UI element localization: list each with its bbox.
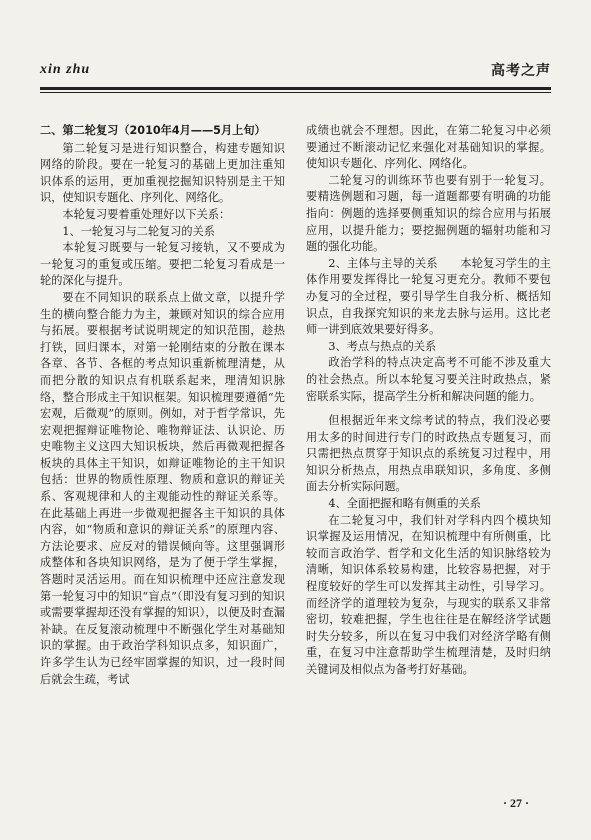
right-column <box>306 123 551 679</box>
subheading: 4、全面把握和略有侧重的关系 <box>328 497 481 511</box>
left-column <box>40 123 285 688</box>
subheading: 3、考点与热点的关系 <box>328 339 437 353</box>
paragraph: 本轮复习要着重处理好以下关系： <box>62 207 231 221</box>
paragraph: 在二轮复习中，我们针对学科内四个模块知识掌握及运用情况，在知识梳理中有所侧重，比较而言政治学、哲学和文化生活的知识脉络较为清晰，知识体系较易构建，比较容易把握，对于程度较好的学生可以发挥其主动性，引导学习。而经济学的道理较为复杂，与现实的联系又非常密切，较难把握，学生也往往是在解经济学试题时失分较多，所以在复习中我们对经济学略有侧重，在复习中注意帮助学生梳理清楚，及时归纳关键词及相似点为备考打好基础。 <box>306 513 551 676</box>
paragraph: 但根据近年来文综考试的特点，我们没必要用太多的时间进行专门的时政热点专题复习，而只需把热点贯穿于知识点的系统复习过程中，用知识分析热点，用热点串联知识，多角度、多侧面去分析实际问题。 <box>306 414 551 494</box>
running-header <box>40 58 551 86</box>
paragraph: 本轮复习既要与一轮复习接轨，又不要成为一轮复习的重复或压缩。要把二轮复习看成是一轮的深化与提升。 <box>40 241 285 288</box>
header-left-label: xin zhu <box>40 62 91 77</box>
paragraph: 政治学科的特点决定高考不可能不涉及重大的社会热点。所以本轮复习要关注时政热点，紧密联系实际，提高学生分析和解决问题的能力。 <box>306 356 551 403</box>
paragraph: 成绩也就会不理想。因此，在第二轮复习中必须要通过不断滚动记忆来强化对基础知识的掌握。使知识专题化、序列化、网络化。 <box>306 124 551 171</box>
paragraph: 2、主体与主导的关系 本轮复习学生的主体作用要发挥得比一轮复习更充分。教师不要包办复习的全过程，要引导学生自我分析、概括知识点，自我探究知识的来龙去脉与运用。这比老师一讲到底效果要好得多。 <box>306 256 551 337</box>
paragraph: 二轮复习的训练环节也要有别于一轮复习。要精选例题和习题，每一道题都要有明确的功能指向：例题的选择要侧重知识的综合应用与拓展应用，以提升能力；要挖掘例题的辐射功能和习题的强化功能。 <box>306 173 551 254</box>
header-rule-thin <box>40 92 551 93</box>
section-heading: 二、第二轮复习（2010年4月——5月上旬） <box>40 124 266 137</box>
page-number: · 27 · <box>502 796 529 810</box>
paragraph: 第二轮复习是进行知识整合，构建专题知识网络的阶段。要在一轮复习的基础上更加注重知识体系的运用，更加重视挖掘知识特别是主干知识，使知识专题化、序列化、网络化。 <box>40 141 285 205</box>
paragraph: 要在不同知识的联系点上做文章，以提升学生的横向整合能力为主，兼顾对知识的综合应用与拓展。要根据考试说明规定的知识范围，趁热打铁，回归课本，对第一轮刚结束的分散在课本各章、各节、各框的考点知识重新梳理清楚，从而把分散的知识点有机联系起来，理清知识脉络，整合形成主干知识框架。知识梳理要遵循“先宏观，后微观”的原则。例如，对于哲学常识，先宏观把握辩证唯物论、唯物辩证法、认识论、历史唯物主义这四大知识板块，然后再微观把握各板块的具体主干知识，如辩证唯物论的主干知识包括：世界的物质性原理、物质和意识的辩证关系、客观规律和人的主观能动性的辩证关系等。在此基础上再进一步微观把握各主干知识的具体内容，如“物质和意识的辩证关系”的原理内容、方法论要求、应反对的错误倾向等。这里强调形成整体和各块知识网络，是为了便于学生掌握，答题时灵活运用。而在知识梳理中还应注意发现第一轮复习中的知识“盲点”（即没有复习到的知识或需要掌握却还没有掌握的知识），以便及时查漏补缺。在反复滚动梳理中不断强化学生对基础知识的掌握。由于政治学科知识点多，知识面广，许多学生认为已经牢固掌握的知识，过一段时间后就会生疏，考试 <box>40 290 285 686</box>
header-rule-thick <box>40 87 551 90</box>
subheading: 1、一轮复习与二轮复习的关系 <box>62 224 215 238</box>
header-right-title: 高考之声 <box>491 63 551 79</box>
